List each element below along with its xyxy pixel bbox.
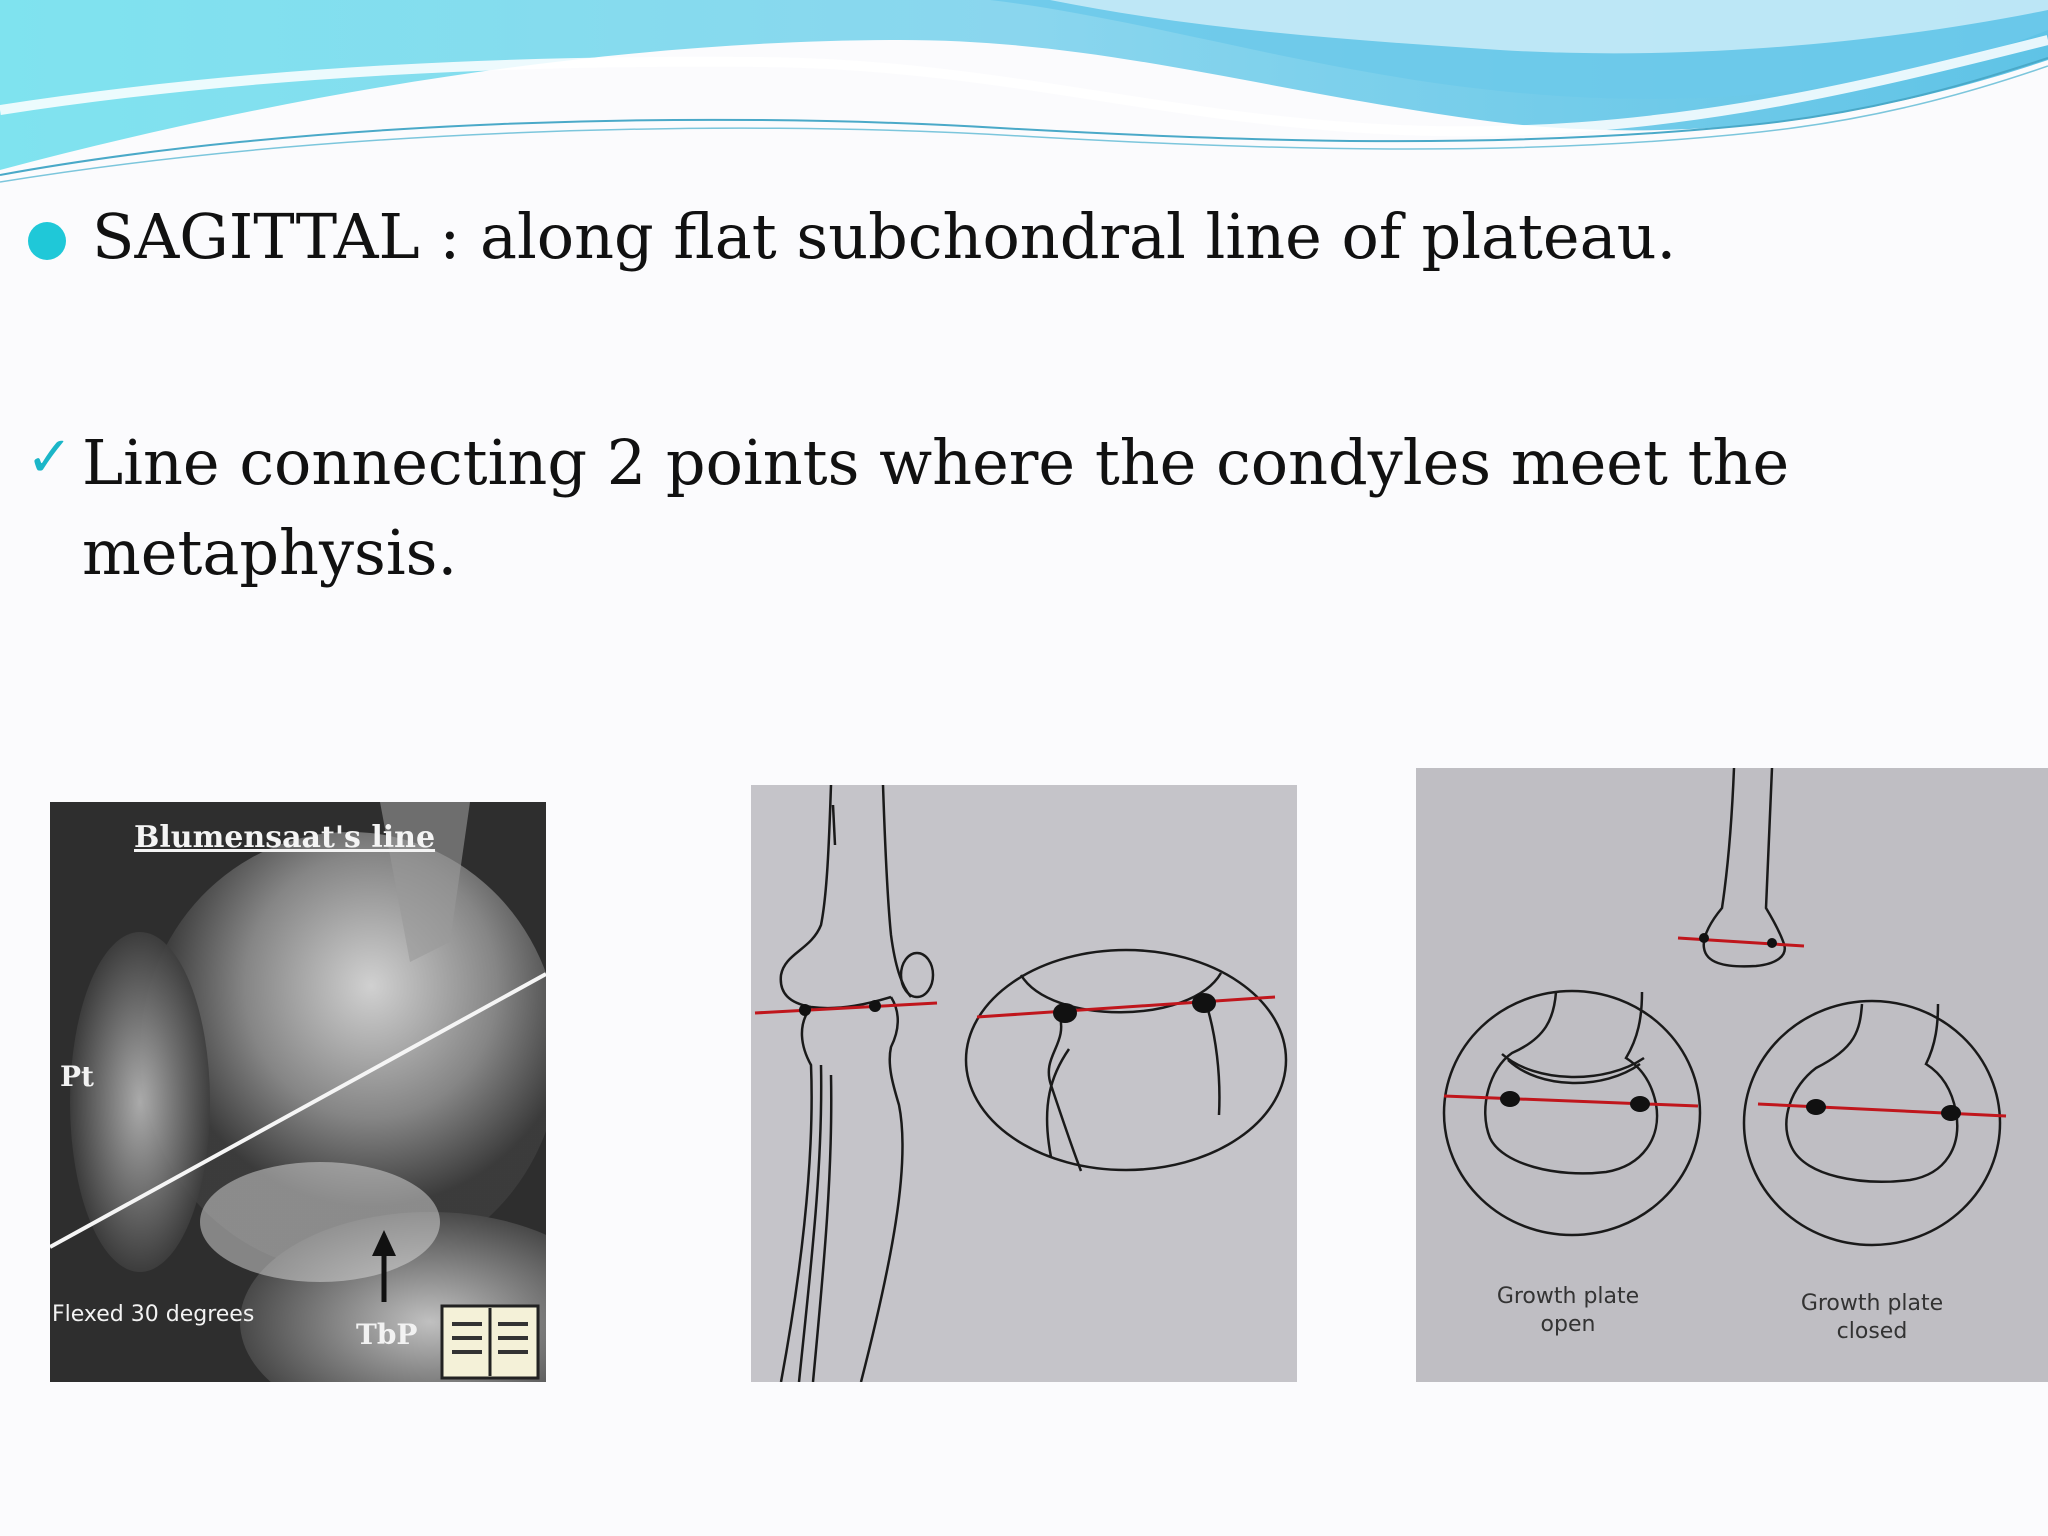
- label-growth-plate-open: Growth plate open: [1496, 1284, 1640, 1337]
- magnified-red-line: [977, 997, 1275, 1017]
- label-growth-plate-closed: Growth plate closed: [1800, 1291, 1944, 1344]
- open-plate-red-line: [1444, 1096, 1698, 1106]
- blumensaat-xray-image: [50, 802, 546, 1382]
- xray-label-tbp: TbP: [356, 1318, 418, 1351]
- header-wave-banner: [0, 0, 2048, 230]
- bullet-sagittal: SAGITTAL : along flat subchondral line of plateau.: [92, 200, 1677, 273]
- growth-plate-drawing: [1416, 768, 2048, 1382]
- xray-title: Blumensaat's line: [134, 820, 436, 855]
- xray-caption: Flexed 30 degrees: [52, 1302, 255, 1327]
- closed-plate-red-line: [1758, 1104, 2006, 1116]
- condyle-red-line: [755, 1003, 937, 1013]
- bullet-condyle-line: Line connecting 2 points where the condyles meet the metaphysis.: [82, 426, 1790, 589]
- tibia-condyle-drawing: [751, 785, 1297, 1382]
- bullet-dot-icon: [28, 222, 66, 260]
- checkmark-icon: ✓: [26, 425, 73, 490]
- book-icon: [442, 1306, 538, 1378]
- xray-label-pt: Pt: [60, 1060, 94, 1093]
